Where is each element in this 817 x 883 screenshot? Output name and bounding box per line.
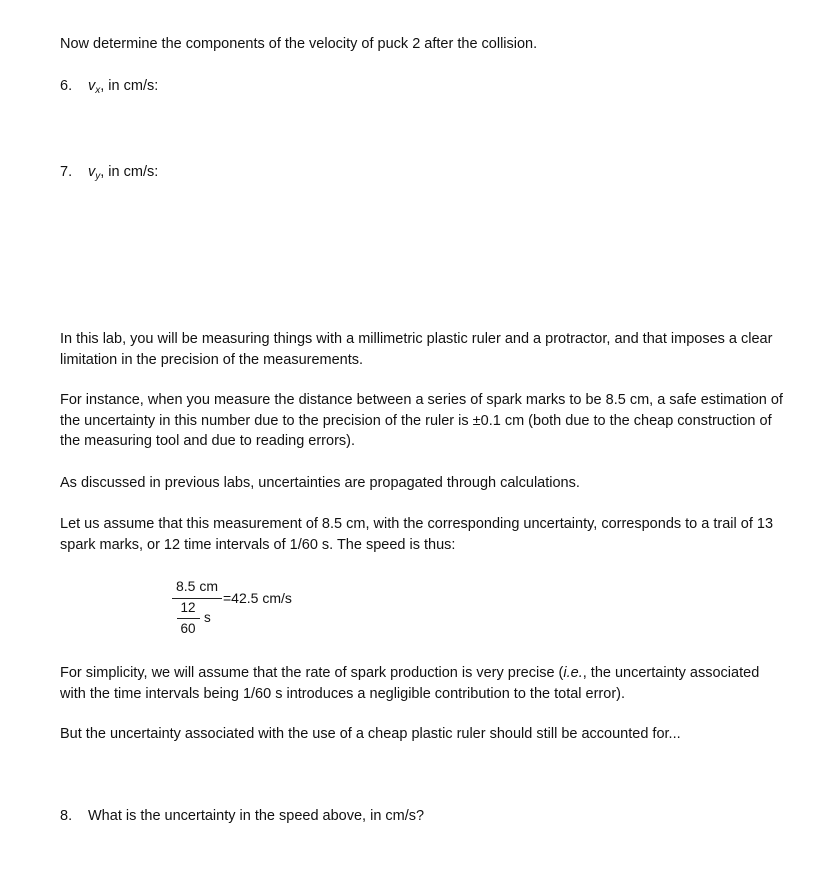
formula-numerator: 8.5 cm xyxy=(175,578,218,594)
question-7-variable: $v_y$ xyxy=(88,164,101,182)
paragraph-assumption: Let us assume that this measurement of 8.5 cm, with the corresponding uncertainty, corresponds to a trail of 13 spark marks, or 12 time intervals of 1/60 s. The speed is thus: xyxy=(60,516,774,553)
question-8-text: What is the uncertainty in the speed above, in cm/s? xyxy=(88,808,425,824)
formula-fraction-bar xyxy=(172,598,222,599)
intro-text: Now determine the components of the velocity of puck 2 after the collision. xyxy=(60,36,538,52)
question-7-number: 7. xyxy=(60,164,73,180)
question-6-number: 6. xyxy=(60,78,73,94)
question-6-text: , in cm/s: xyxy=(100,78,159,94)
question-6 xyxy=(60,76,158,101)
question-8 xyxy=(60,806,424,826)
paragraph-propagation: As discussed in previous labs, uncertainties are propagated through calculations. xyxy=(60,475,580,491)
paragraph-simplicity: For simplicity, we will assume that the rate of spark production is very precise (i.e., the uncertainty associated with the time intervals being 1/60 s introduces a negligible contribution to the total error). xyxy=(60,665,760,702)
paragraph-ruler-uncertainty: But the uncertainty associated with the use of a cheap plastic ruler should still be accounted for... xyxy=(60,726,681,742)
question-7-text: , in cm/s: xyxy=(100,164,159,180)
question-7 xyxy=(60,162,158,187)
question-8-number: 8. xyxy=(60,808,73,824)
formula-inner-fraction-bar xyxy=(177,618,200,619)
paragraph-uncertainty-example: For instance, when you measure the distance between a series of spark marks to be 8.5 cm, a safe estimation of the uncertainty in this number due to the precision of the ruler is ±0.1 cm (both due to the cheap construction of the measuring tool and due to reading errors). xyxy=(60,392,783,449)
speed-formula xyxy=(172,578,332,644)
formula-unit: s xyxy=(204,610,211,625)
question-6-variable: $v_x$ xyxy=(88,78,101,96)
formula-inner-denominator: 60 xyxy=(180,621,196,636)
formula-inner-numerator: 12 xyxy=(180,600,196,615)
paragraph-ruler-precision: In this lab, you will be measuring things with a millimetric plastic ruler and a protractor, and that imposes a clear limitation in the precision of the measurements. xyxy=(60,331,773,368)
formula-result: =42.5 cm/s xyxy=(223,590,292,606)
